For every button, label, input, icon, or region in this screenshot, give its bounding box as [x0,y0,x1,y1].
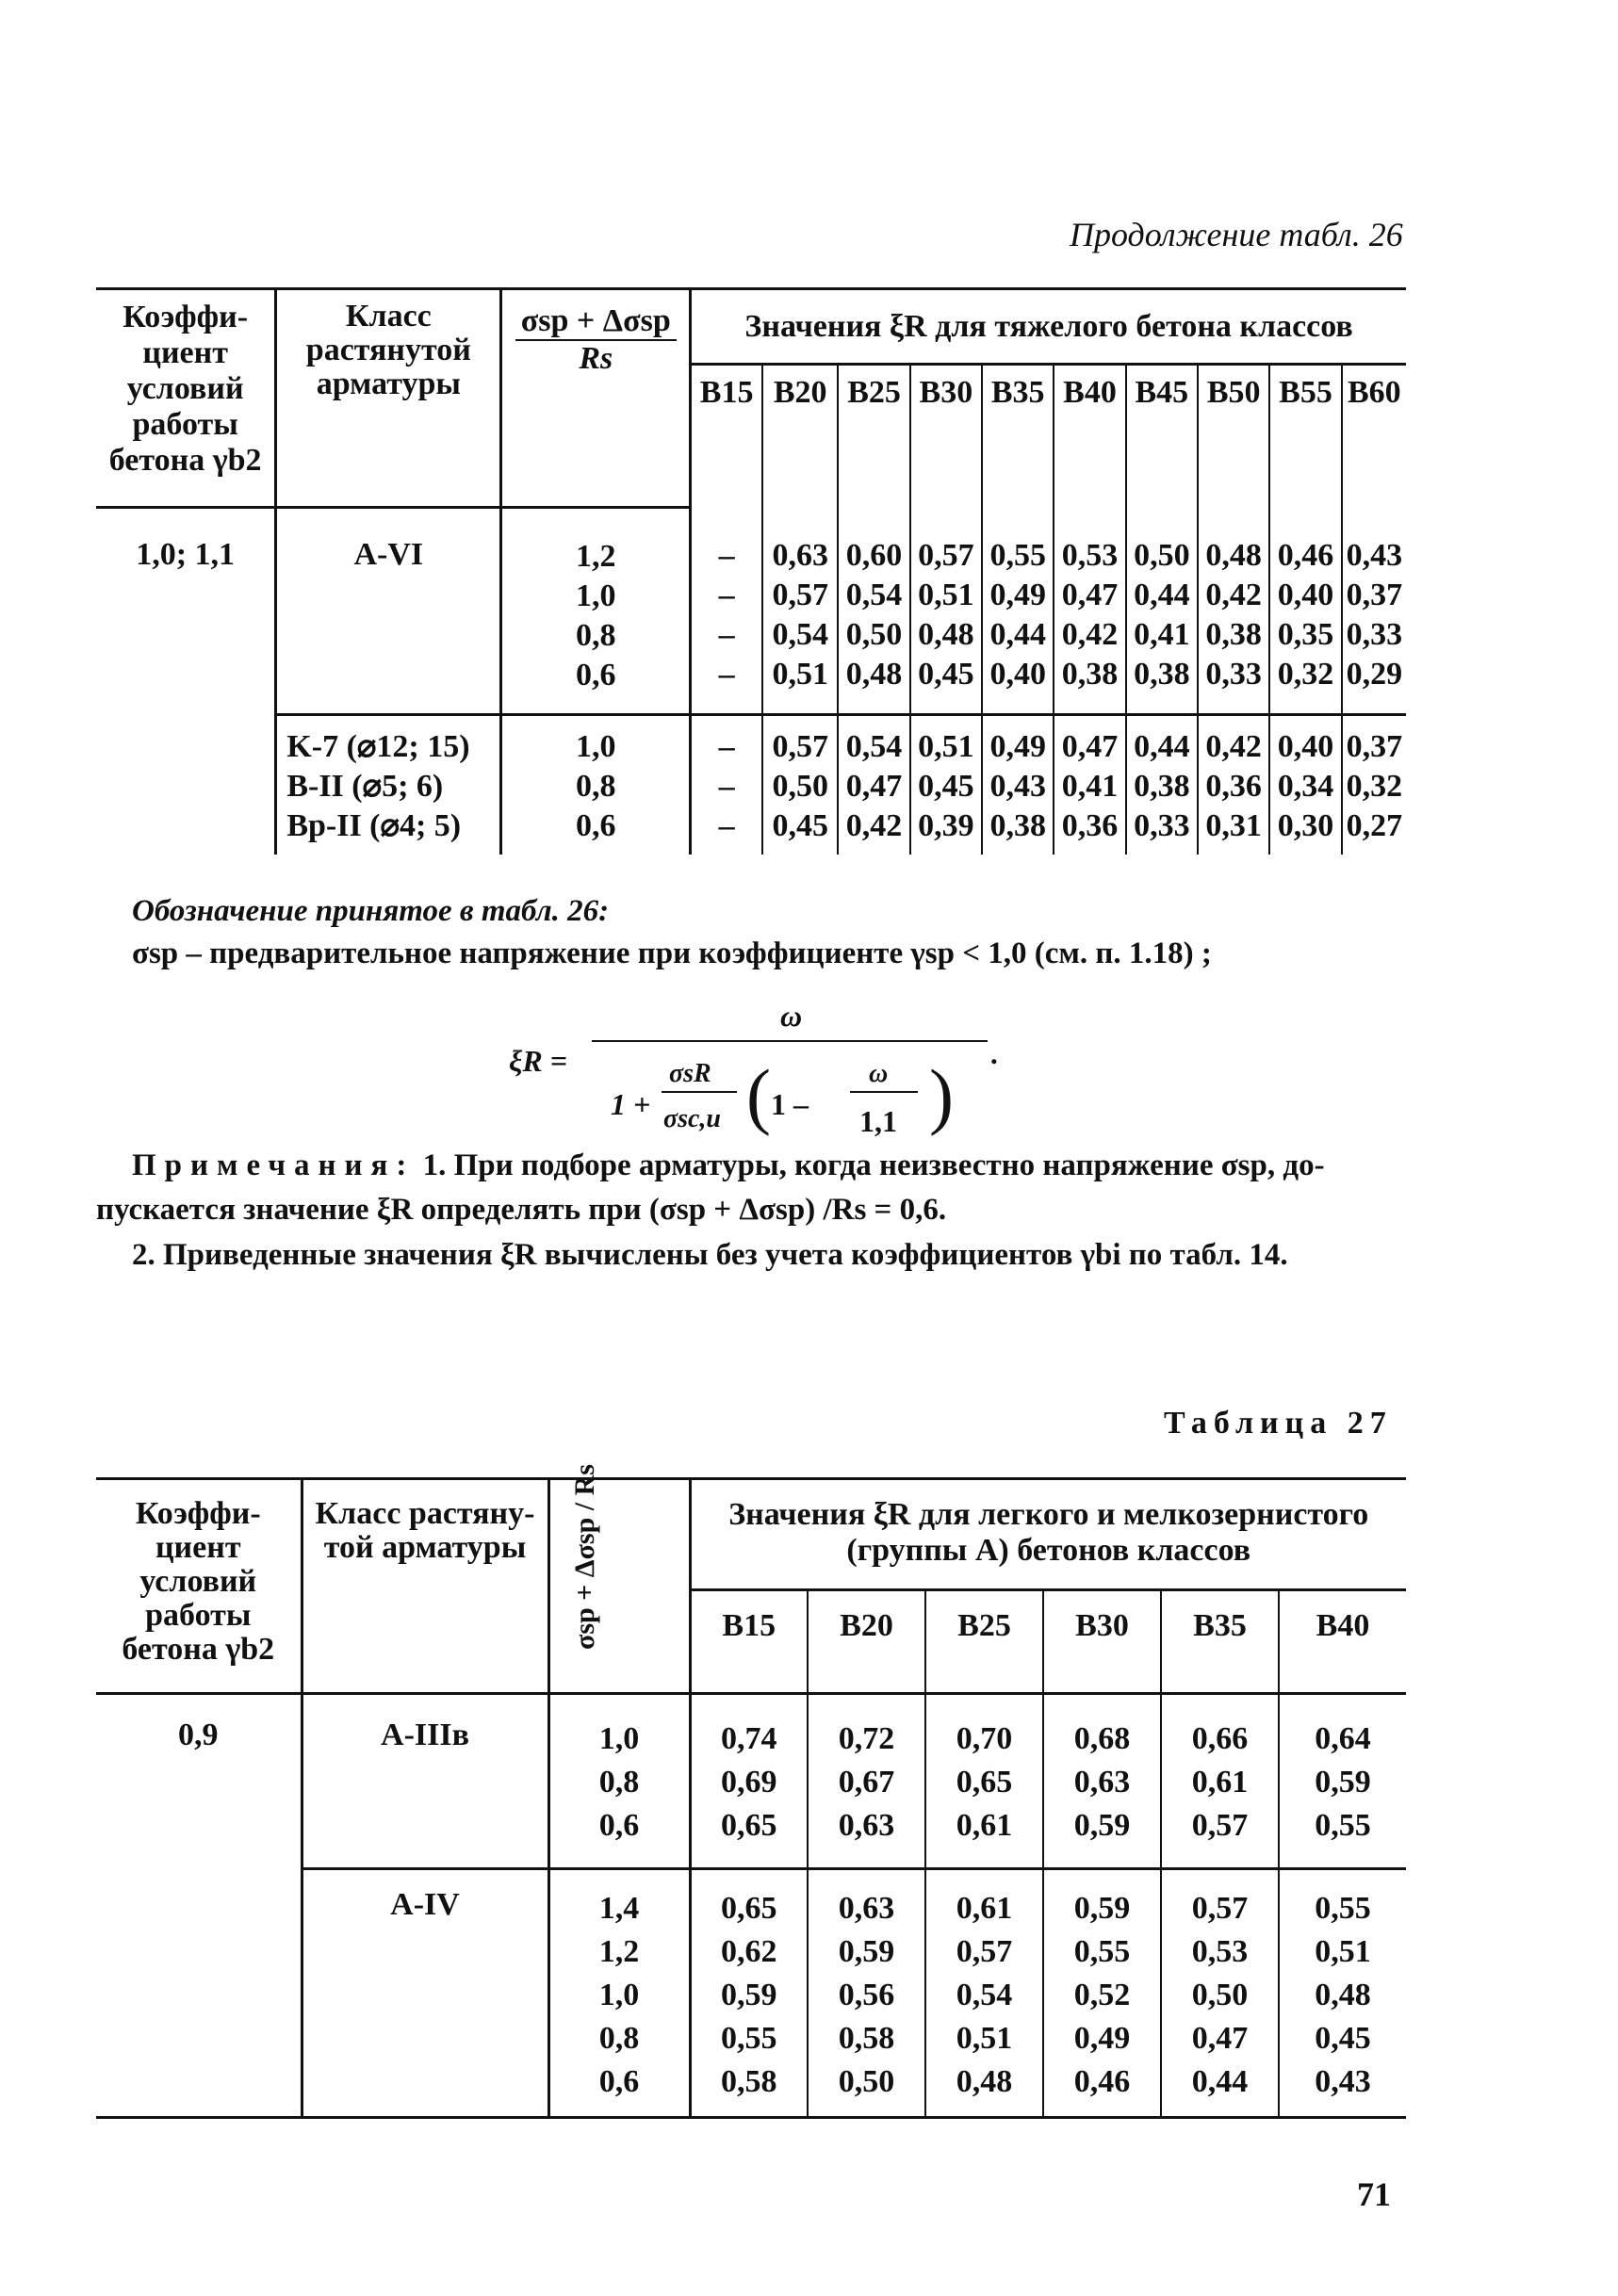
table-cell: 0,54 [845,577,903,612]
ratio: 0,6 [598,1808,640,1843]
ratio: 1,0 [598,1721,640,1756]
table-cell: 0,47 [845,769,903,804]
table-cell: 0,58 [721,2064,777,2099]
table-cell: 0,33 [1134,808,1190,843]
table-cell: 0,45 [918,769,974,804]
table-cell: 0,54 [845,729,903,764]
table-cell: 0,51 [918,729,974,764]
ratio: 0,8 [576,618,616,653]
table-cell: 0,55 [1315,1808,1371,1843]
table-cell: 0,40 [1277,729,1334,764]
value-column [1054,508,1125,715]
table-cell: 0,51 [1315,1934,1371,1969]
value-column [691,508,762,715]
header-coef-line: условий [126,371,244,406]
table-cell: 0,38 [989,808,1046,843]
table-cell: 0,69 [721,1765,777,1799]
ratio: 0,8 [598,1765,640,1799]
ratio: 0,8 [598,2021,640,2056]
table-cell: 0,49 [989,577,1046,612]
class-b20: B20 [808,1590,925,1694]
header-values-line: Значения ξR для легкого и мелкозернистого [728,1497,1369,1532]
header-coef-line: циент [142,335,228,370]
table-cell: 0,27 [1346,808,1403,843]
table-cell: 0,37 [1346,729,1403,764]
table-cell: 0,44 [1191,2064,1249,2099]
table-cell: 0,65 [956,1765,1013,1799]
value-column [808,1869,925,2118]
table-cell: 0,74 [721,1721,777,1756]
value-column [1269,508,1341,715]
value-column [691,715,762,855]
table-cell: 0,59 [1073,1808,1131,1843]
formula-numerator: ω [780,999,803,1033]
header-coefficient [96,1479,302,1694]
armature-class: B-II (⌀5; 6) [286,769,444,804]
table-cell: 0,62 [721,1934,777,1969]
header-coef-line: работы [132,407,238,442]
table-cell: – [718,729,735,764]
value-column [762,508,838,715]
table-cell: 0,36 [1205,769,1262,804]
table-row [96,715,1406,855]
table-cell: 0,57 [1191,1808,1249,1843]
table-cell: 0,38 [1134,656,1190,692]
formula-lhs: ξR = [509,1044,567,1078]
value-column [1126,715,1198,855]
ratio-list [548,1694,690,1869]
table-cell: – [718,656,735,692]
table-cell: 0,57 [772,577,828,612]
header-stress-ratio [501,289,691,508]
value-column [1198,508,1269,715]
table-cell: 0,72 [838,1721,895,1756]
table-cell: 0,61 [956,1891,1013,1926]
table-cell: 0,60 [845,537,903,573]
table-cell: 0,34 [1277,769,1334,804]
ratio: 1,2 [598,1934,640,1969]
table-cell: 0,46 [1277,537,1334,573]
page-number: 71 [1357,2175,1391,2213]
table-cell: 0,49 [1073,2021,1131,2056]
table-cell: 0,51 [918,577,974,612]
class-b15: B15 [691,365,762,508]
table-cell: – [718,808,735,843]
header-coef-line: работы [145,1598,252,1633]
table-cell: 0,40 [989,656,1046,692]
table-cell: – [718,616,735,652]
table-cell: 0,61 [956,1808,1013,1843]
value-column [838,715,909,855]
table-cell: 0,43 [1315,2064,1371,2099]
table-cell: 0,56 [838,1978,895,2012]
header-coef-line: Коэффи- [123,300,249,334]
formula-frac-bar [662,1091,737,1093]
table-cell: 0,48 [918,616,974,652]
ratio-numerator: σsp + Δσsp [515,303,677,341]
header-class-line: Класс растяну- [315,1496,535,1531]
armature-class: K-7 (⌀12; 15) [286,729,470,764]
table-cell: 0,55 [721,2021,777,2056]
table-cell: 0,59 [721,1978,777,2012]
value-column [1279,1869,1406,2118]
legend-title: Обозначение принятое в табл. 26: [132,894,610,928]
class-b60: B60 [1347,375,1401,410]
ratio: 0,6 [576,808,616,843]
table-cell: 0,31 [1205,808,1262,843]
table-cell: 0,57 [772,729,828,764]
header-coef-line: бетона γb2 [108,443,262,478]
class-b40: B40 [1279,1590,1406,1694]
value-column [982,508,1054,715]
header-class-line: арматуры [316,366,461,401]
formula: ξR = ω . 1 + σsR σsc,u ( 1 – ω 1,1 ) [509,999,999,1138]
table-cell: 0,33 [1346,616,1403,652]
table-cell: 0,55 [989,537,1046,573]
table-cell: 0,35 [1277,616,1334,652]
value-column [1126,508,1198,715]
table-cell: 0,51 [956,2021,1013,2056]
formula-frac-top: σsR [669,1059,711,1088]
value-column [1269,715,1341,855]
header-class-line: растянутой [305,333,471,367]
value-column [1043,1869,1161,2118]
table-cell: 0,55 [1073,1934,1131,1969]
table-cell: 0,63 [838,1891,895,1926]
table-cell: 0,47 [1061,577,1119,612]
table-cell: – [718,769,735,804]
table-cell: 0,63 [772,537,828,573]
class-b15: B15 [690,1590,808,1694]
value-column [1279,1694,1406,1869]
class-b55: B55 [1269,365,1341,508]
table-cell: 0,68 [1073,1721,1131,1756]
ratio: 1,0 [598,1978,640,2012]
value-column [808,1694,925,1869]
header-values-heavy-concrete: Значения ξR для тяжелого бетона классов [691,289,1406,365]
table-cell: 0,40 [1277,577,1334,612]
header-coef-line: условий [139,1564,257,1599]
table-cell: 0,42 [1205,577,1262,612]
class-b30: B30 [910,365,982,508]
table-cell: 0,36 [1061,808,1119,843]
table-cell: 0,53 [1191,1934,1249,1969]
ratio-denominator: Rs [579,341,613,376]
table-cell: 0,52 [1073,1978,1131,2012]
formula-frac-bot: σsc,u [663,1104,721,1133]
coefficient-value: 1,0; 1,1 [136,537,236,572]
table-cell: 0,65 [721,1808,777,1843]
class-b30: B30 [1043,1590,1161,1694]
ratio: 1,4 [598,1891,640,1926]
table-27-caption: Таблица 27 [1164,1406,1393,1441]
table-cell: 0,48 [956,2064,1013,2099]
table-cell: 0,58 [838,2021,895,2056]
table-cell: 0,57 [956,1934,1013,1969]
table-cell: 0,55 [1315,1891,1371,1926]
table-cell: 0,33 [1205,656,1262,692]
value-column [1342,508,1406,715]
ratio: 0,6 [576,658,616,692]
table-cell: 0,57 [918,537,974,573]
note-1a: 1. При подборе арматуры, когда неизвестно напряжение σsp, до- [422,1148,1325,1182]
table-cell: 0,32 [1277,656,1334,692]
header-class-line: той арматуры [323,1530,527,1565]
value-column [1161,1869,1279,2118]
table-cell: 0,43 [1346,537,1403,573]
note-1-line-1 [132,1145,1325,1186]
value-column [1161,1694,1279,1869]
class-b50: B50 [1198,365,1269,508]
class-b40: B40 [1054,365,1125,508]
ratio: 1,0 [576,578,616,613]
value-column [1198,715,1269,855]
value-column [762,715,838,855]
table-row [96,1869,1406,2118]
note-2: 2. Приведенные значения ξR вычислены без учета коэффициентов γbi по табл. 14. [132,1238,1288,1272]
table-cell: 0,32 [1346,769,1403,804]
value-column [910,715,982,855]
table-cell: 0,49 [989,729,1046,764]
class-b35: B35 [1161,1590,1279,1694]
table-27 [96,1464,1406,2119]
table-cell: 0,50 [1134,537,1190,573]
value-column [690,1694,808,1869]
table-cell: 0,54 [772,616,828,652]
table-cell: 0,38 [1205,616,1262,652]
table-cell: 0,46 [1073,2064,1131,2099]
table-cell: 0,50 [845,616,903,652]
armature-class: A-IIIв [302,1694,548,1869]
table-cell: 0,50 [772,769,828,804]
table-cell: 0,30 [1277,808,1334,843]
ratio-list [501,508,691,715]
table-row [96,508,1406,715]
class-b20: B20 [762,365,838,508]
table-cell: 0,37 [1346,577,1403,612]
table-cell: 0,48 [1205,537,1262,573]
table-cell: 0,38 [1134,769,1190,804]
armature-class: A-IV [302,1869,548,2118]
table-cell: 0,47 [1061,729,1119,764]
table-cell: 0,59 [1073,1891,1131,1926]
header-coef-line: бетона γb2 [122,1632,275,1667]
armature-class: Bp-II (⌀4; 5) [286,808,462,843]
note-1-line-2: пускается значение ξR определять при (σsp + Δσsp) /Rs = 0,6. [96,1193,947,1227]
value-column [1043,1694,1161,1869]
ratio: 0,6 [598,2064,640,2099]
table-cell: 0,38 [1061,656,1119,692]
table-cell: 0,70 [956,1721,1013,1756]
coefficient-value: 0,9 [96,1694,302,1869]
table-cell: 0,64 [1315,1721,1371,1756]
table-cell: 0,29 [1346,656,1403,692]
formula-bar [592,1040,988,1042]
table-cell: 0,45 [1315,2021,1371,2056]
table-cell: 0,51 [772,656,828,692]
table-cell: 0,47 [1191,2021,1249,2056]
header-coefficient [96,289,276,508]
table-cell: 0,44 [1134,577,1190,612]
table-continuation-caption: Продолжение табл. 26 [1070,216,1403,253]
formula-inner-top: ω [869,1059,889,1088]
ratio-list [501,715,691,855]
table-cell: 0,42 [1061,616,1119,652]
table-cell: 0,42 [845,808,903,843]
table-cell: 0,50 [1191,1978,1249,2012]
value-column [925,1869,1043,2118]
table-26 [96,287,1406,855]
ratio-rotated: σsp + Δσsp / Rs [568,1464,600,1650]
table-cell: 0,43 [989,769,1046,804]
armature-class: A-VI [276,508,501,715]
ratio: 0,8 [576,769,616,804]
formula-den-one: 1 + [611,1087,651,1121]
table-cell: – [718,577,735,612]
value-column [925,1694,1043,1869]
ratio-list [548,1869,690,2118]
table-cell: 0,65 [721,1891,777,1926]
value-column [910,508,982,715]
table-cell: 0,48 [1315,1978,1371,2012]
table-cell: 0,57 [1191,1891,1249,1926]
table-cell: 0,41 [1134,616,1190,652]
table-cell: 0,41 [1061,769,1119,804]
class-b35: B35 [982,365,1054,508]
table-cell: 0,61 [1191,1765,1249,1799]
header-armature-class [302,1479,548,1694]
table-cell: 0,66 [1191,1721,1249,1756]
table-cell: 0,50 [838,2064,895,2099]
table-cell: 0,59 [1315,1765,1371,1799]
class-b45: B45 [1126,365,1198,508]
table-cell: 0,45 [918,656,974,692]
table-cell: 0,67 [838,1765,895,1799]
table-cell: 0,45 [772,808,828,843]
value-column [690,1869,808,2118]
table-cell: 0,39 [918,808,974,843]
formula-inner-bar [850,1091,918,1093]
table-cell: 0,59 [838,1934,895,1969]
value-column [1342,715,1406,855]
table-cell: – [718,537,735,573]
class-b25: B25 [925,1590,1043,1694]
table-cell: 0,44 [1134,729,1190,764]
table-cell: 0,42 [1205,729,1262,764]
table-cell: 0,63 [1073,1765,1131,1799]
legend-line: σsp – предварительное напряжение при коэффициенте γsp < 1,0 (см. п. 1.18) ; [132,936,1212,970]
formula-paren: 1 – [771,1087,809,1121]
header-armature-class [276,289,501,508]
header-coef-line: Коэффи- [135,1496,261,1531]
header-values-line: (группы А) бетонов классов [846,1533,1251,1568]
header-class-line: Класс [345,299,432,334]
table-cell: 0,48 [845,656,903,692]
value-column [838,508,909,715]
table-cell: 0,44 [989,616,1046,652]
value-column [982,715,1054,855]
header-stress-ratio [548,1464,690,1694]
table-cell: 0,53 [1061,537,1119,573]
table-cell: 0,54 [956,1978,1013,2012]
ratio: 1,2 [576,539,616,574]
value-column [1054,715,1125,855]
header-values-light-concrete [690,1479,1406,1590]
class-b25: B25 [838,365,909,508]
notes-label: Примечания: [132,1148,416,1182]
header-coef-line: циент [155,1530,241,1565]
table-cell: 0,63 [838,1808,895,1843]
armature-class-list [276,715,501,855]
formula-inner-bot: 1,1 [859,1104,897,1138]
ratio: 1,0 [576,729,616,764]
table-row [96,1694,1406,1869]
